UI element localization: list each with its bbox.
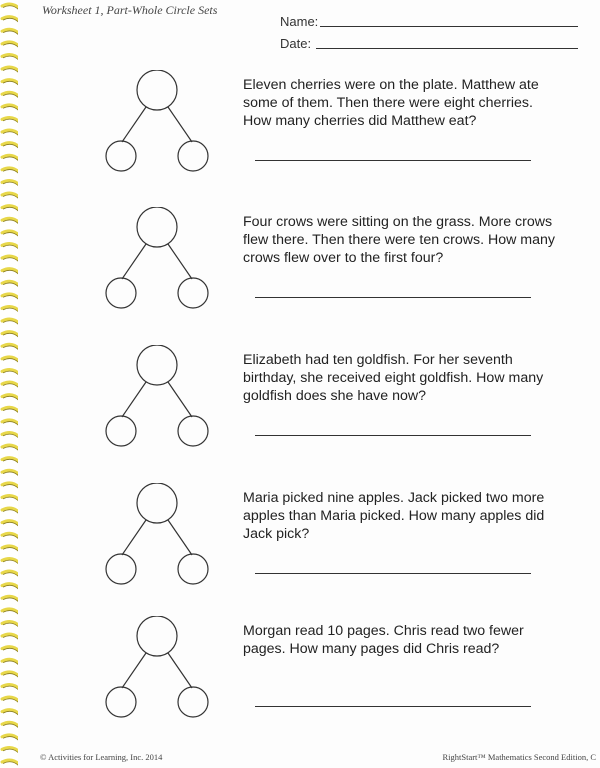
- part-circle-left: [106, 554, 136, 584]
- problem-5: [18, 616, 600, 746]
- whole-circle: [137, 616, 177, 656]
- problem-text: Elizabeth had ten goldfish. For her seventh birthday, she received eight goldfish. How many goldfish does she have now?: [243, 352, 544, 404]
- part-whole-circle-set: [102, 345, 212, 449]
- answer-line[interactable]: [255, 706, 531, 707]
- footer-copyright: © Activities for Learning, Inc. 2014: [40, 752, 163, 762]
- problem-text: Morgan read 10 pages. Chris read two fewer pages. How many pages did Chris read?: [243, 623, 524, 657]
- problem-text: Four crows were sitting on the grass. More crows flew there. Then there were ten crows. How many crows flew over to the first four?: [243, 214, 556, 266]
- date-line[interactable]: [316, 48, 578, 49]
- answer-line[interactable]: [255, 160, 531, 161]
- whole-circle: [137, 70, 177, 110]
- worksheet-page: [18, 0, 600, 768]
- part-circle-left: [106, 278, 136, 308]
- answer-line[interactable]: [255, 573, 531, 574]
- date-field[interactable]: [280, 36, 580, 54]
- date-label: Date:: [280, 36, 312, 51]
- part-whole-circle-set: [102, 483, 212, 587]
- part-circle-left: [106, 687, 136, 717]
- whole-circle: [137, 345, 177, 385]
- problem-text: Eleven cherries were on the plate. Matthew ate some of them. Then there were eight cherries. How many cherries did Matthew eat?: [243, 77, 539, 129]
- name-label: Name:: [280, 14, 319, 29]
- answer-line[interactable]: [255, 297, 531, 298]
- part-circle-right: [178, 687, 208, 717]
- problem-1: [18, 70, 600, 200]
- footer-edition: RightStart™ Mathematics Second Edition, C: [442, 752, 596, 762]
- part-whole-circle-set: [102, 70, 212, 174]
- part-circle-left: [106, 416, 136, 446]
- part-circle-right: [178, 278, 208, 308]
- problem-4: [18, 483, 600, 613]
- part-whole-circle-set: [102, 207, 212, 311]
- part-whole-circle-set: [102, 616, 212, 720]
- answer-line[interactable]: [255, 435, 531, 436]
- problem-2: [18, 207, 600, 337]
- name-field[interactable]: [280, 14, 580, 32]
- part-circle-right: [178, 416, 208, 446]
- part-circle-right: [178, 141, 208, 171]
- worksheet-title: Worksheet 1, Part-Whole Circle Sets: [42, 3, 218, 17]
- problem-text: Maria picked nine apples. Jack picked two more apples than Maria picked. How many apples did Jack pick?: [243, 490, 545, 542]
- whole-circle: [137, 483, 177, 523]
- problem-3: [18, 345, 600, 475]
- part-circle-right: [178, 554, 208, 584]
- whole-circle: [137, 207, 177, 247]
- name-line[interactable]: [320, 26, 578, 27]
- part-circle-left: [106, 141, 136, 171]
